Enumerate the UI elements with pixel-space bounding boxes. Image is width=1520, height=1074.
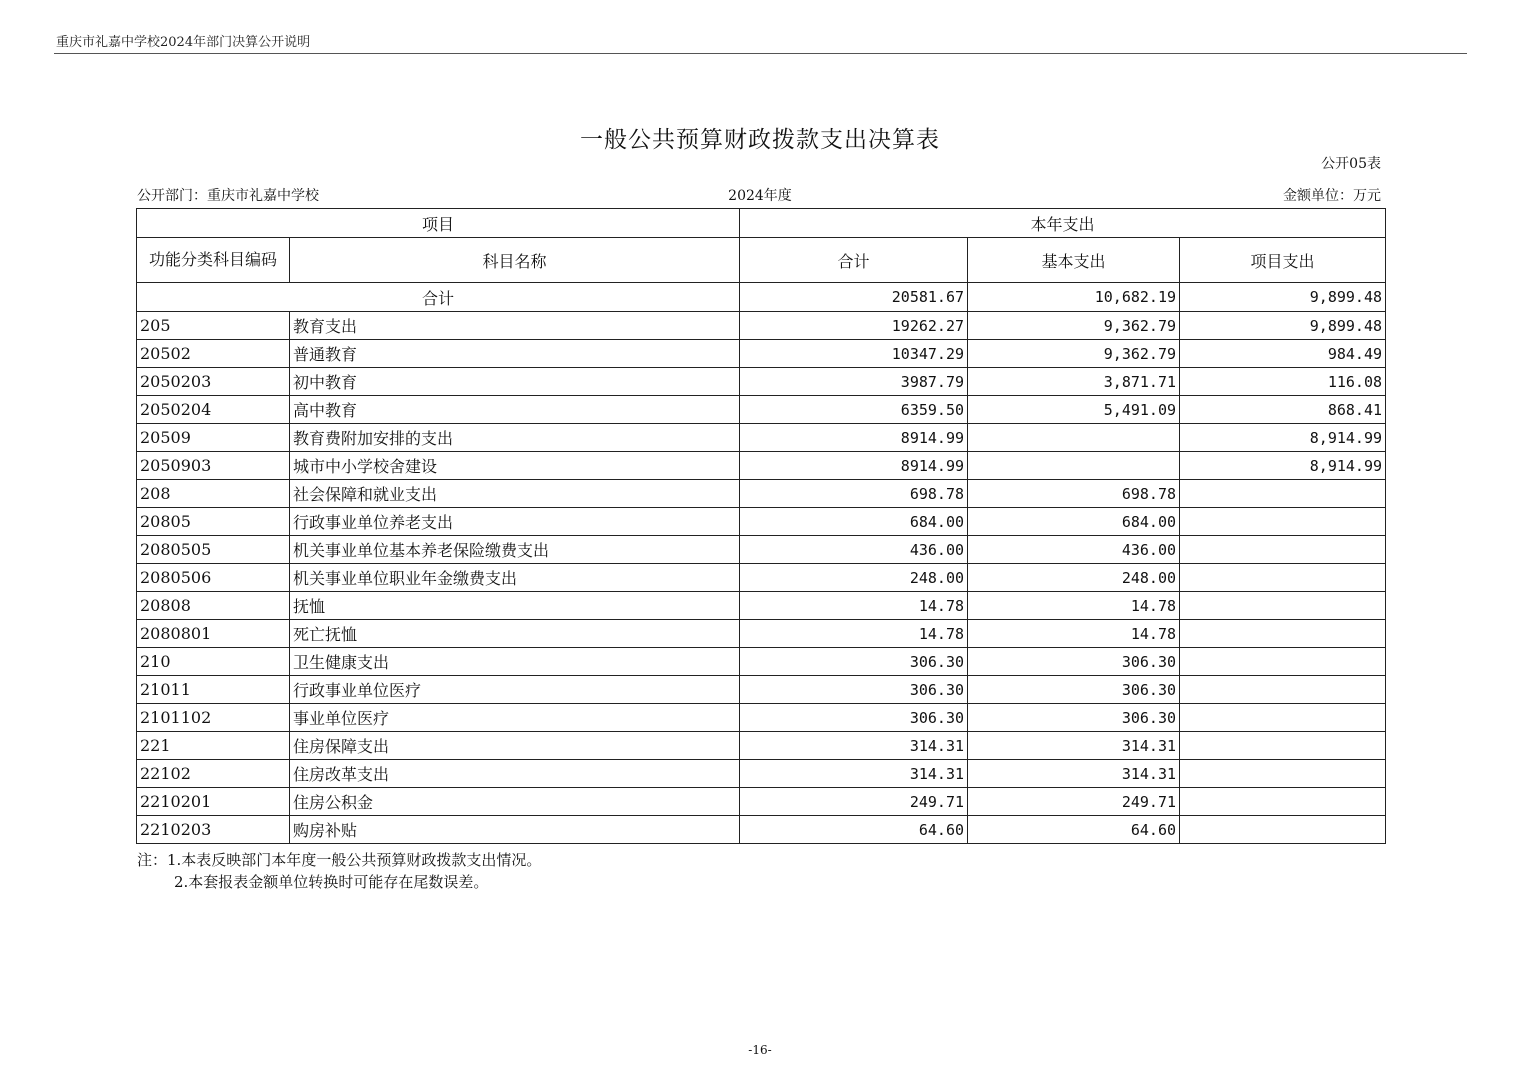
basic-expense-cell: [968, 424, 1180, 452]
table-row: [137, 564, 1386, 592]
header-rule: [54, 53, 1467, 54]
project-expense-cell: 116.08: [1180, 368, 1386, 396]
function-code-cell: 205: [137, 312, 290, 340]
table-row: [137, 396, 1386, 424]
project-expense-cell: [1180, 480, 1386, 508]
subject-name-cell: 机关事业单位职业年金缴费支出: [290, 564, 740, 592]
total-cell: 249.71: [740, 788, 968, 816]
project-expense-cell: 9,899.48: [1180, 312, 1386, 340]
function-code-cell: 20502: [137, 340, 290, 368]
total-cell: 436.00: [740, 536, 968, 564]
subject-name-cell: 住房保障支出: [290, 732, 740, 760]
project-expense-cell: [1180, 536, 1386, 564]
header-item: 项目: [137, 209, 740, 238]
project-expense-cell: [1180, 564, 1386, 592]
total-cell: 314.31: [740, 732, 968, 760]
total-cell: 306.30: [740, 704, 968, 732]
fiscal-year-label: 2024年度: [728, 188, 792, 204]
function-code-cell: 210: [137, 648, 290, 676]
basic-expense-cell: 9,362.79: [968, 312, 1180, 340]
function-code-cell: 2101102: [137, 704, 290, 732]
function-code-cell: 2050204: [137, 396, 290, 424]
project-expense-cell: [1180, 648, 1386, 676]
table-row: [137, 620, 1386, 648]
function-code-cell: 20509: [137, 424, 290, 452]
basic-expense-cell: 64.60: [968, 816, 1180, 844]
total-basic: 10,682.19: [968, 283, 1180, 312]
subject-name-cell: 初中教育: [290, 368, 740, 396]
table-row: [137, 592, 1386, 620]
table-row: [137, 536, 1386, 564]
project-expense-cell: 984.49: [1180, 340, 1386, 368]
project-expense-cell: 8,914.99: [1180, 452, 1386, 480]
subject-name-cell: 教育费附加安排的支出: [290, 424, 740, 452]
project-expense-cell: [1180, 788, 1386, 816]
table-row: [137, 340, 1386, 368]
basic-expense-cell: 306.30: [968, 648, 1180, 676]
total-amount: 20581.67: [740, 283, 968, 312]
header-basic-expense: 基本支出: [968, 238, 1180, 283]
function-code-cell: 2080505: [137, 536, 290, 564]
function-code-cell: 22102: [137, 760, 290, 788]
subject-name-cell: 行政事业单位养老支出: [290, 508, 740, 536]
total-cell: 698.78: [740, 480, 968, 508]
running-header: 重庆市礼嘉中学校2024年部门决算公开说明: [56, 35, 311, 50]
table-row: [137, 368, 1386, 396]
table-row: [137, 788, 1386, 816]
table-row: [137, 648, 1386, 676]
basic-expense-cell: 306.30: [968, 676, 1180, 704]
header-total: 合计: [740, 238, 968, 283]
function-code-cell: 2080506: [137, 564, 290, 592]
basic-expense-cell: 14.78: [968, 620, 1180, 648]
basic-expense-cell: 698.78: [968, 480, 1180, 508]
subject-name-cell: 社会保障和就业支出: [290, 480, 740, 508]
basic-expense-cell: 249.71: [968, 788, 1180, 816]
function-code-cell: 208: [137, 480, 290, 508]
project-expense-cell: 868.41: [1180, 396, 1386, 424]
subject-name-cell: 机关事业单位基本养老保险缴费支出: [290, 536, 740, 564]
subject-name-cell: 普通教育: [290, 340, 740, 368]
total-cell: 6359.50: [740, 396, 968, 424]
project-expense-cell: [1180, 760, 1386, 788]
project-expense-cell: [1180, 704, 1386, 732]
project-expense-cell: [1180, 816, 1386, 844]
total-cell: 64.60: [740, 816, 968, 844]
table-row: [137, 424, 1386, 452]
basic-expense-cell: 314.31: [968, 732, 1180, 760]
project-expense-cell: [1180, 732, 1386, 760]
function-code-cell: 2080801: [137, 620, 290, 648]
header-row-2: [137, 238, 1386, 283]
note-2: 2.本套报表金额单位转换时可能存在尾数误差。: [174, 873, 489, 891]
subject-name-cell: 城市中小学校舍建设: [290, 452, 740, 480]
expenditure-table: [136, 208, 1386, 844]
department-label: 公开部门：重庆市礼嘉中学校: [137, 188, 319, 204]
amount-unit-label: 金额单位：万元: [1283, 188, 1381, 204]
project-expense-cell: [1180, 620, 1386, 648]
basic-expense-cell: [968, 452, 1180, 480]
header-function-code: 功能分类科目编码: [137, 238, 290, 283]
table-code: 公开05表: [1321, 156, 1381, 172]
table-notes: [137, 849, 541, 893]
total-cell: 14.78: [740, 620, 968, 648]
function-code-cell: 21011: [137, 676, 290, 704]
table-row: [137, 480, 1386, 508]
basic-expense-cell: 5,491.09: [968, 396, 1180, 424]
header-annual-expense: 本年支出: [740, 209, 1386, 238]
total-cell: 314.31: [740, 760, 968, 788]
subject-name-cell: 卫生健康支出: [290, 648, 740, 676]
function-code-cell: 2210203: [137, 816, 290, 844]
total-project: 9,899.48: [1180, 283, 1386, 312]
table-row: [137, 508, 1386, 536]
function-code-cell: 2050903: [137, 452, 290, 480]
subject-name-cell: 购房补贴: [290, 816, 740, 844]
basic-expense-cell: 684.00: [968, 508, 1180, 536]
page-number: -16-: [748, 1043, 772, 1057]
basic-expense-cell: 3,871.71: [968, 368, 1180, 396]
total-cell: 248.00: [740, 564, 968, 592]
table-row: [137, 452, 1386, 480]
header-row-1: [137, 209, 1386, 238]
table-row: [137, 732, 1386, 760]
subject-name-cell: 抚恤: [290, 592, 740, 620]
total-cell: 14.78: [740, 592, 968, 620]
header-subject-name: 科目名称: [290, 238, 740, 283]
basic-expense-cell: 248.00: [968, 564, 1180, 592]
basic-expense-cell: 306.30: [968, 704, 1180, 732]
subject-name-cell: 死亡抚恤: [290, 620, 740, 648]
subject-name-cell: 事业单位医疗: [290, 704, 740, 732]
table-row: [137, 676, 1386, 704]
function-code-cell: 2050203: [137, 368, 290, 396]
subject-name-cell: 住房改革支出: [290, 760, 740, 788]
total-cell: 8914.99: [740, 424, 968, 452]
function-code-cell: 20808: [137, 592, 290, 620]
total-cell: 684.00: [740, 508, 968, 536]
note-1: 注：1.本表反映部门本年度一般公共预算财政拨款支出情况。: [137, 851, 542, 869]
total-cell: 8914.99: [740, 452, 968, 480]
header-project-expense: 项目支出: [1180, 238, 1386, 283]
total-cell: 19262.27: [740, 312, 968, 340]
table-row: [137, 816, 1386, 844]
subject-name-cell: 行政事业单位医疗: [290, 676, 740, 704]
project-expense-cell: 8,914.99: [1180, 424, 1386, 452]
basic-expense-cell: 436.00: [968, 536, 1180, 564]
total-cell: 306.30: [740, 648, 968, 676]
basic-expense-cell: 9,362.79: [968, 340, 1180, 368]
basic-expense-cell: 314.31: [968, 760, 1180, 788]
table-row: [137, 704, 1386, 732]
subject-name-cell: 教育支出: [290, 312, 740, 340]
function-code-cell: 221: [137, 732, 290, 760]
total-cell: 306.30: [740, 676, 968, 704]
total-row: [137, 283, 1386, 312]
table-row: [137, 312, 1386, 340]
total-cell: 3987.79: [740, 368, 968, 396]
total-label: 合计: [137, 283, 740, 312]
function-code-cell: 20805: [137, 508, 290, 536]
document-title: 一般公共预算财政拨款支出决算表: [580, 127, 940, 153]
basic-expense-cell: 14.78: [968, 592, 1180, 620]
project-expense-cell: [1180, 592, 1386, 620]
project-expense-cell: [1180, 508, 1386, 536]
subject-name-cell: 住房公积金: [290, 788, 740, 816]
subject-name-cell: 高中教育: [290, 396, 740, 424]
total-cell: 10347.29: [740, 340, 968, 368]
function-code-cell: 2210201: [137, 788, 290, 816]
table-row: [137, 760, 1386, 788]
project-expense-cell: [1180, 676, 1386, 704]
